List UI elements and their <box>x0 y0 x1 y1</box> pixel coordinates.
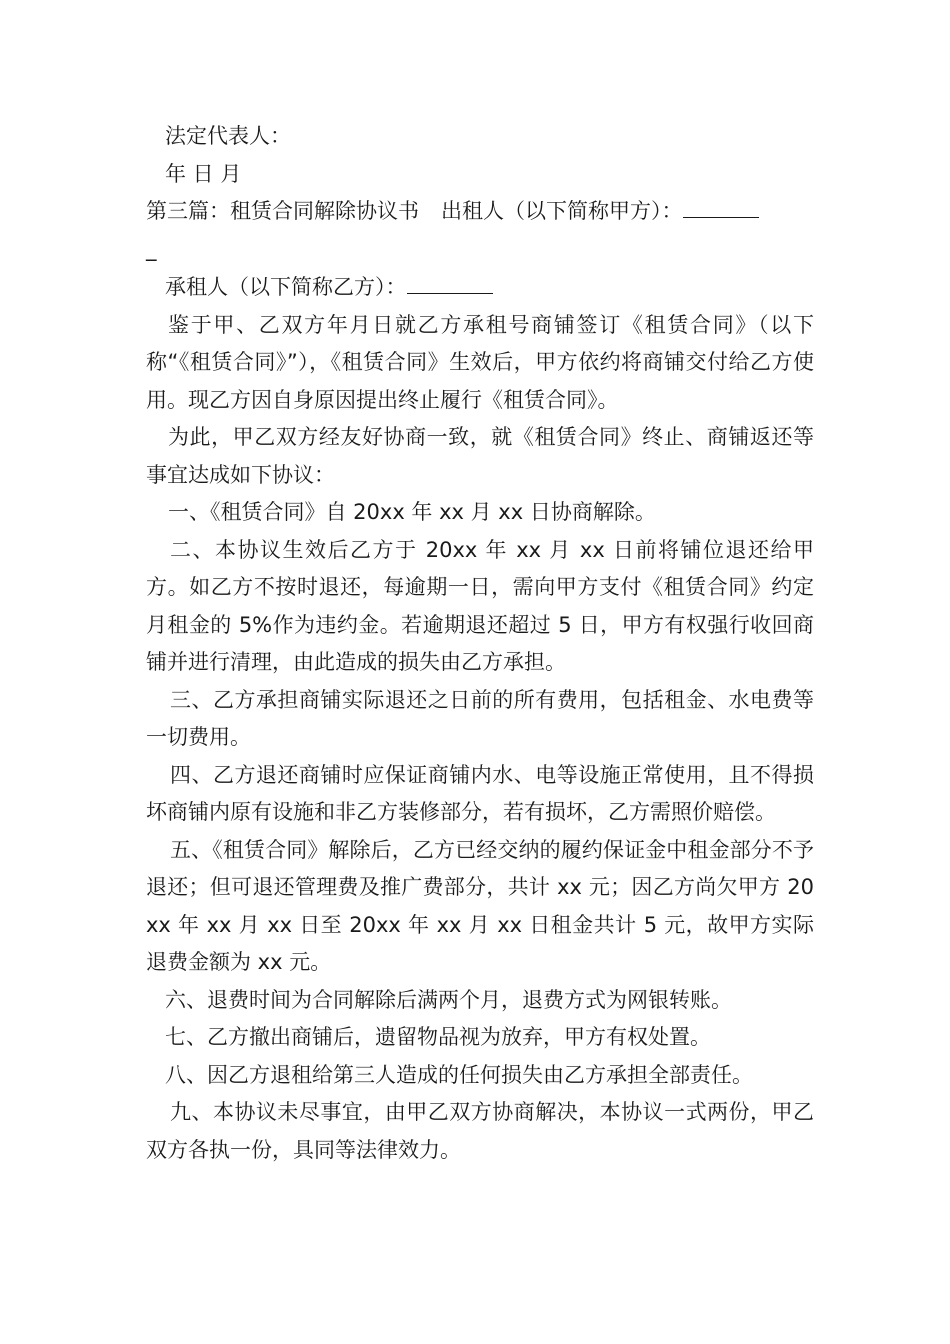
intro: 为此，甲乙双方经友好协商一致，就《租赁合同》终止、商铺返还等事宜达成如下协议： <box>146 425 814 487</box>
clause-2: 二、本协议生效后乙方于 20xx 年 xx 月 xx 日前将铺位退还给甲方。如乙方不按时退还，每逾期一日，需向甲方支付《租赁合同》约定月租金的 5%作为违约金。若逾期退还超过 5 日，甲方有权强行收回商铺并进行清理，由此造成的损失由乙方承担。 <box>146 537 814 674</box>
clause-9: 九、本协议未尽事宜，由甲乙双方协商解决，本协议一式两份，甲乙双方各执一份，具同等法律效力。 <box>146 1100 814 1162</box>
lessee-label: 承租人（以下简称乙方）： <box>165 275 407 299</box>
lessee-line <box>146 269 814 307</box>
clause-3: 三、乙方承担商铺实际退还之日前的所有费用，包括租金、水电费等一切费用。 <box>146 687 814 749</box>
date-line: 年 日 月 <box>165 161 242 186</box>
lessor-blank <box>683 195 759 218</box>
lessor-blank-tail: _ <box>146 236 157 261</box>
title-line <box>146 193 814 231</box>
clause-8: 八、因乙方退租给第三人造成的任何损失由乙方承担全部责任。 <box>165 1062 753 1087</box>
clause-7: 七、乙方撤出商铺后，遗留物品视为放弃，甲方有权处置。 <box>165 1025 711 1049</box>
clause-1: 一、《租赁合同》自 20xx 年 xx 月 xx 日协商解除。 <box>168 500 656 524</box>
lessor-label: 出租人（以下简称甲方）： <box>441 199 683 223</box>
clause-4: 四、乙方退还商铺时应保证商铺内水、电等设施正常使用，且不得损坏商铺内原有设施和非乙方装修部分，若有损坏，乙方需照价赔偿。 <box>146 762 814 824</box>
lessee-blank <box>407 271 493 294</box>
preamble: 鉴于甲、乙双方年月日就乙方承租号商铺签订《租赁合同》（以下称“《租赁合同》”），《租赁合同》生效后，甲方依约将商铺交付给乙方使用。现乙方因自身原因提出终止履行《租赁合同》。 <box>146 312 814 412</box>
clause-6: 六、退费时间为合同解除后满两个月，退费方式为网银转账。 <box>165 987 732 1012</box>
document-body <box>146 118 814 1169</box>
clause-5: 五、《租赁合同》解除后，乙方已经交纳的履约保证金中租金部分不予退还；但可退还管理费及推广费部分，共计 xx 元；因乙方尚欠甲方 20xx 年 xx 月 xx 日至 20xx 年 xx 月 xx 日租金共计 5 元，故甲方实际退费金额为 xx 元。 <box>146 837 814 974</box>
legal-representative-line: 法定代表人： <box>165 124 291 148</box>
document-title: 第三篇：租赁合同解除协议书 <box>146 199 419 223</box>
